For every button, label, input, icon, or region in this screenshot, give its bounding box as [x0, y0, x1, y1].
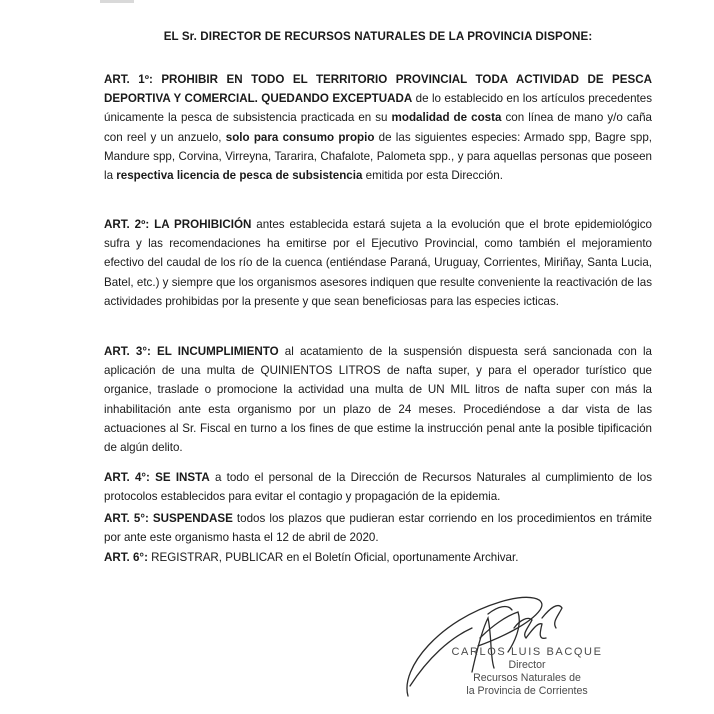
signature-block [380, 568, 620, 714]
article-4 [104, 468, 652, 506]
article-1-text-3: de las siguientes especies: Armado spp, Bagre spp, Mandure spp, Corvina, Virreyna, Tararira, Chafalote, Palometa spp., y para aquellas personas que poseen la [104, 130, 652, 183]
article-3-label: ART. 3°: [104, 345, 151, 358]
article-3-bold-1: EL INCUMPLIMIENTO [157, 345, 279, 358]
article-1-bold-2: modalidad de costa [391, 111, 502, 125]
article-4-bold-1: SE INSTA [155, 471, 210, 484]
article-2-text-1: antes establecida estará sujeta a la evolución que el brote epidemiológico sufra y las recomendaciones ha emitirse por el Ejecutivo Provincial, como también el mejoramiento efectivo del caudal de los río de la cuenca (entiéndase Paraná, Uruguay, Corrientes, Miriñay, Santa Lucia, Batel, etc.) y siempre que los organismos asesores indiquen que resulte conveniente la reactivación de las actividades prohibidas por la presente y que sean beneficiosas para las especies icticas. [104, 218, 652, 308]
article-5 [104, 509, 652, 547]
article-2 [104, 215, 652, 311]
article-1-text-1: de lo establecido en los artículos precedentes únicamente la pesca de subsistencia practicada en su [104, 92, 653, 125]
article-5-bold-1: SUSPENDASE [152, 512, 233, 525]
signatory-office: Recursos Naturales de [473, 672, 581, 684]
article-2-label: ART. 2º: [104, 218, 150, 231]
article-1-text-4: emitida por esta Dirección. [362, 169, 503, 183]
article-1-text-2: con línea de mano y/o caña con reel y un anzuelo, [104, 111, 652, 144]
article-6-label: ART. 6°: [104, 551, 148, 564]
article-3-text-1: al acatamiento de la suspensión dispuesta será sancionada con la aplicación de una multa de QUINIENTOS LITROS de nafta super, y para el operador turístico que organice, traslade o promocione la actividad una multa de UN MIL litros de nafta super con más la inhabilitación ante esta organismo por un plazo de 24 meses. Procediéndose a dar vista de las actuaciones al Sr. Fiscal en turno a los fines de que estime la instrucción penal ante la posible tipificación de algún delito. [104, 345, 652, 455]
signatory-province: la Provincia de Corrientes [466, 685, 588, 697]
article-5-text-1: todos los plazos que pudieran estar corriendo en los procedimientos en trámite por ante este organismo hasta el 12 de abril de 2020. [104, 512, 652, 545]
article-3 [104, 342, 652, 457]
article-6-text-1: REGISTRAR, PUBLICAR en el Boletín Oficial, oportunamente Archivar. [147, 551, 519, 564]
article-1-bold-3: solo para consumo propio [225, 130, 375, 144]
article-1-label: ART. 1º: [104, 73, 153, 86]
article-4-text-1: a todo el personal de la Dirección de Recursos Naturales al cumplimiento de los protocolos establecidos para evitar el contagio y propagación de la epidemia. [104, 471, 652, 504]
article-1-bold-1: PROHIBIR EN TODO EL TERRITORIO PROVINCIAL TODA ACTIVIDAD DE PESCA DEPORTIVA Y COMERCIAL. QUEDANDO EXCEPTUADA [104, 73, 652, 106]
signatory-name: CARLOS LUIS BACQUE [451, 646, 603, 658]
article-5-label: ART. 5°: [104, 512, 149, 525]
article-6 [104, 548, 652, 567]
signatory-title: Director [508, 659, 546, 671]
article-1-bold-4: respectiva licencia de pesca de subsistencia [116, 169, 363, 183]
document-heading: EL Sr. DIRECTOR DE RECURSOS NATURALES DE LA PROVINCIA DISPONE: [163, 30, 593, 43]
official-stamp [432, 646, 622, 698]
top-edge-mark [100, 0, 134, 3]
article-4-label: ART. 4°: [104, 471, 150, 484]
article-1 [104, 70, 652, 185]
article-2-bold-1: LA PROHIBICIÓN [154, 218, 252, 231]
